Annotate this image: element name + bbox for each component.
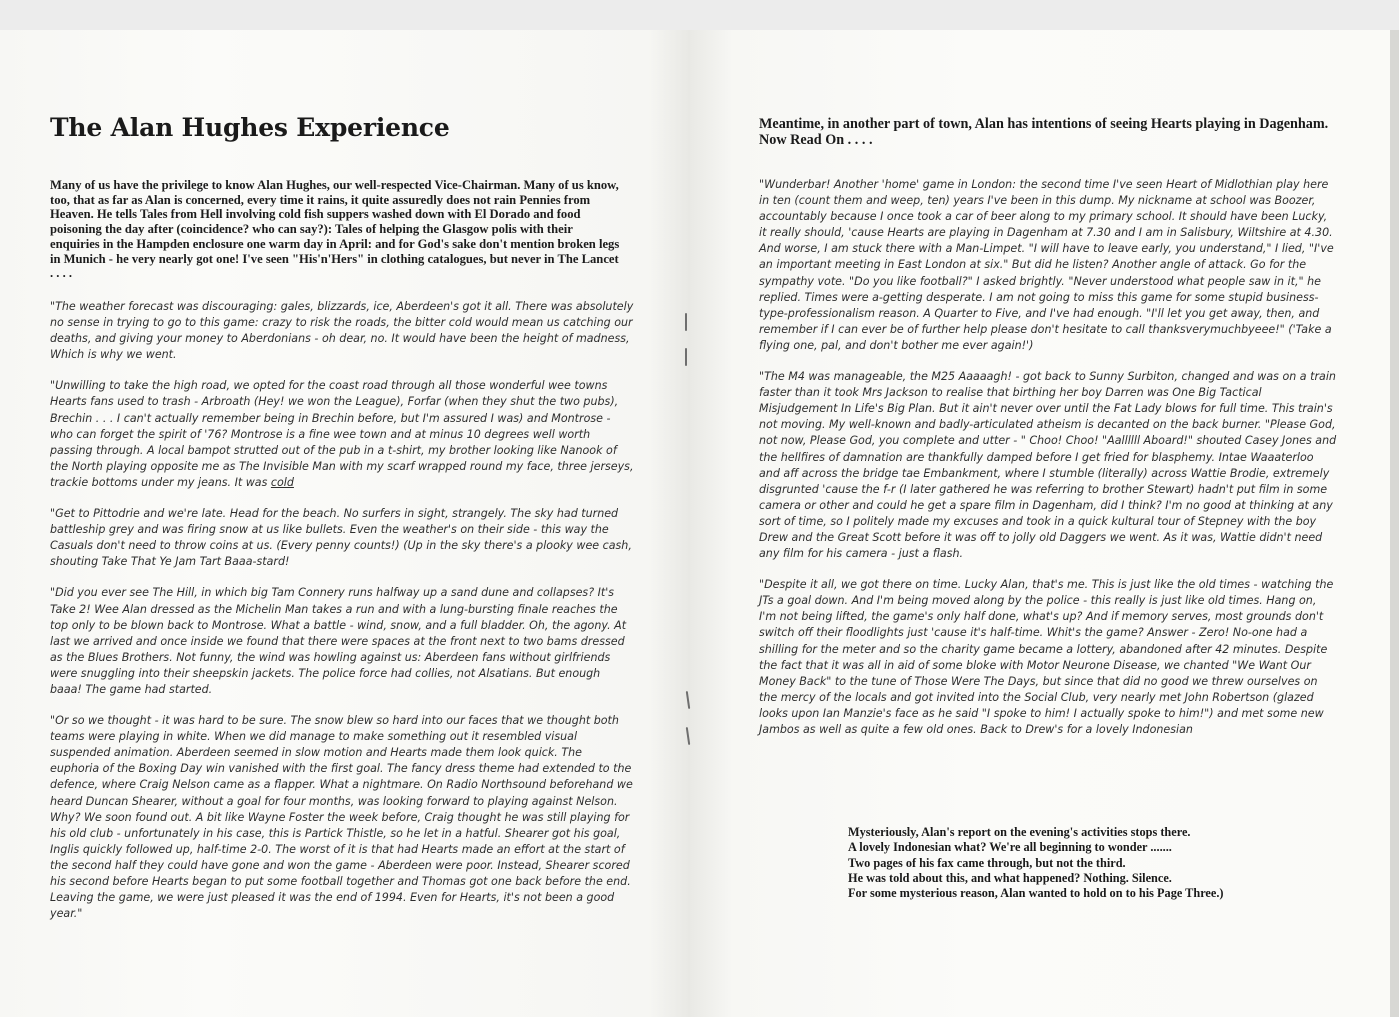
body-paragraph: "Get to Pittodrie and we're late. Head for the beach. No surfers in sight, strangely. The sky had turned battleship grey and was firing snow at us like bullets. Even the weather's on their side - this way the Casuals don't need to throw coins at us. (Every penny counts!) (Up in the sky there's a plooky wee cash, shouting Take That Ye Jam Tart Baaa-stard! <box>50 507 632 569</box>
binding-stitch <box>685 348 687 366</box>
body-paragraph-text: "Unwilling to take the high road, we opted for the coast road through all those wonderful wee towns Hearts fans used to trash - Arbroath (Hey! we won the League), Forfar (when they shut the two pubs), Brechin . . . I can't actually remember being in Brechin before, but I'm assured I was) and Montrose - who can forget the spirit of '76? Montrose is a fine wee town and at minus 10 degrees well worth passing through. A local bampot strutted out of the pub in a t-shirt, my brother looking like Nanook of the North playing opposite me as The Invisible Man with my scarf wrapped round my face, three jerseys, trackie bottoms under my jeans. It was <box>50 379 634 489</box>
intro-text: Many of us have the privilege to know Alan Hughes, our well-respected Vice-Chairman. Many of us know, too, that as far as Alan is concerned, every time it rains, it quite assuredly does not rain Pennies from Heaven. He tells Tales from Hell involving cold fish suppers washed down with El Dorado and food poisoning the day after (coincidence? who can say?): Tales of helping the Glasgow polis with their enquiries in the Hampden enclosure one warm day in April: and for God's sake don't mention broken legs in Munich - he very nearly got one! I've seen "His'n'Hers" in clothing catalogues, but never in The Lancet . . . . <box>50 178 620 281</box>
closing-note <box>848 825 1318 901</box>
body-paragraph: "Or so we thought - it was hard to be sure. The snow blew so hard into our faces that we thought both teams were playing in white. When we did manage to make something out it resembled visual suspended animation. Aberdeen seemed in slow motion and Hearts made them look quick. The euphoria of the Boxing Day win vanished with the first goal. The fancy dress theme had extended to the defence, where Craig Nelson came as a flapper. What a nightmare. On Radio Northsound beforehand we heard Duncan Shearer, without a goal for four months, was looking forward to playing against Nelson. Why? We soon found out. A bit like Wayne Foster the week before, Craig thought he was still playing for his old club - unfortunately in his case, this is Partick Thistle, so he let in a hatful. Shearer got his goal, Inglis quickly followed up, half-time 2-0. The worst of it is that had Hearts made an effort at the start of the second half they could have gone and won the game - Aberdeen were poor. Instead, Shearer scored his second before Hearts began to put some football together and Thomas got one back before the end. Leaving the game, we were just pleased it was the end of 1994. Even for Hearts, it's not been a good year." <box>50 714 633 921</box>
body-paragraph: "The weather forecast was discouraging: gales, blizzards, ice, Aberdeen's got it all. There was absolutely no sense in trying to go to this game: crazy to risk the roads, the bitter cold would mean us catching our deaths, and giving your money to Aberdonians - oh dear, no. It would have been the height of madness, Which is why we went. <box>50 300 634 362</box>
body-paragraph <box>50 378 634 491</box>
closing-line: For some mysterious reason, Alan wanted to hold on to his Page Three.) <box>848 886 1224 901</box>
closing-line: He was told about this, and what happened? Nothing. Silence. <box>848 870 1172 885</box>
closing-line: Two pages of his fax came through, but not the third. <box>848 855 1126 870</box>
body-paragraph: "The M4 was manageable, the M25 Aaaaagh! - got back to Sunny Surbiton, changed and was on a train faster than it took Mrs Jackson to realise that birthing her boy Darren was One Big Tactical Misjudgement In Life's Big Plan. But it ain't never over until the Fat Lady blows for full time. This train's not moving. My well-known and badly-articulated atheism is decanted on the back burner. "Please God, not now, Please God, you complete and utter - " Choo! Choo! "Aallllll Aboard!" shouted Casey Jones and the hellfires of damnation are thankfully damped before I get fried for blasphemy. Intae Waaaterloo and aff across the bridge tae Embankment, where I stumble (literally) across Wattie Brodie, extremely disgrunted 'cause the f-r (I later gathered he was referring to brother Stewart) hadn't put film in some camera or other and could he get a spare film in Dagenham, did I think? I'm no good at thinking at any sort of time, so I politely made my excuses and took in a quick kultural tour of Stepney with the boy Drew and the Great Scott before it was off to jolly old Daggers we went. As it was, Wattie didn't need any film for his camera - just a flash. <box>759 370 1337 561</box>
page-edge <box>1390 30 1399 1017</box>
body-paragraph: "Despite it all, we got there on time. Lucky Alan, that's me. This is just like the old times - watching the JTs a goal down. And I'm being moved along by the police - this really is just like old times. Hang on, I'm not being lifted, the game's only half done, what's up? And if memory serves, most grounds don't switch off their floodlights just 'cause it's half-time. Whit's the game? Answer - Zero! No-one had a shilling for the meter and so the charity game became a lottery, abandoned after 42 minutes. Despite the fact that it was all in aid of some bloke with Motor Neurone Disease, we chanted "We Want Our Money Back" to the tune of Those Were The Days, but since that did no good we threw ourselves on the mercy of the locals and got invited into the Social Club, very nearly met John Robertson (glazed looks upon Ian Manzie's face as he said "I spoke to him! I actually spoke to him!") and met some new Jambos as well as quite a few old ones. Back to Drew's for a lovely Indonesian <box>759 578 1334 736</box>
section-heading: Meantime, in another part of town, Alan has intentions of seeing Hearts playing in Dagenham. Now Read On . . . . <box>759 116 1329 148</box>
intro-paragraph <box>50 178 622 281</box>
closing-line: Mysteriously, Alan's report on the evening's activities stops there. <box>848 825 1191 839</box>
binding-stitch <box>685 313 687 331</box>
article-title: The Alan Hughes Experience <box>50 113 450 142</box>
left-column-text <box>50 299 634 937</box>
body-paragraph: "Did you ever see The Hill, in which big Tam Connery runs halfway up a sand dune and collapses? It's Take 2! Wee Alan dressed as the Michelin Man takes a run and with a lung-bursting finale reaches the top only to be blown back to Montrose. What a battle - wind, snow, and a full bladder. Oh, the agony. At last we arrived and once inside we found that there were spaces at the front next to two bams dressed as the Blues Brothers. Not funny, the wind was howling against us: Aberdeen fans without girlfriends were snuggling into their sheepskin jackets. The police force had collies, not Alsatians. But enough baaa! The game had started. <box>50 586 627 696</box>
body-paragraph: "Wunderbar! Another 'home' game in London: the second time I've seen Heart of Midlothian play here in ten (count them and weep, ten) years I've been in this dump. My nickname at school was Boozer, accountably because I once took a car of beer along to my primary school. It should have been Lucky, it really should, 'cause Hearts are playing in Dagenham at 7.30 and I am in Salisbury, Wiltshire at 4.30. And worse, I am stuck there with a Man-Limpet. "I will have to leave early, you understand," I lied, "I've an important meeting in East London at six." But did he listen? Another angle of attack. Go for the sympathy vote. "Do you like football?" I asked brightly. "Never understood what people saw in it," he replied. Times were a-getting desperate. I am not going to miss this game for some stupid business-type-professionalism reason. A Quarter to Five, and I've had enough. "I'll let you get away, then, and remember if I can ever be of further help please don't hesitate to call thanksverymuchbyeee!" ('Take a flying one, pal, and don't bother me ever again!') <box>759 178 1334 352</box>
underlined-word: cold <box>270 475 294 489</box>
closing-line: A lovely Indonesian what? We're all beginning to wonder ....... <box>848 840 1172 855</box>
right-column-text <box>759 177 1337 753</box>
